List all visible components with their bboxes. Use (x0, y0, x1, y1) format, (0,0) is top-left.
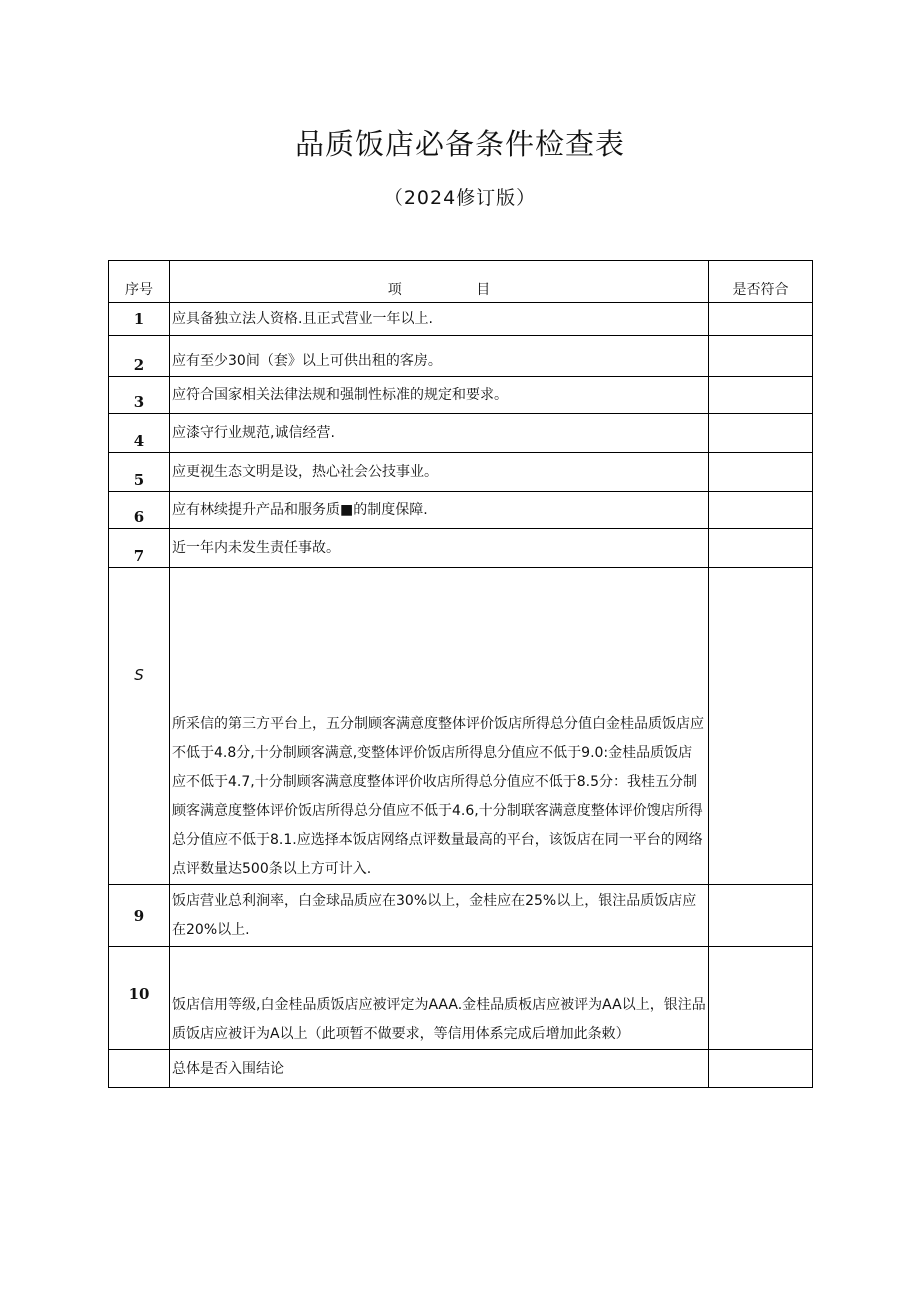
row-text: 应具备独立法人资格.且正式营业一年以上. (170, 303, 709, 336)
row-num: 4 (109, 414, 170, 453)
row-compliance-cell[interactable] (709, 568, 813, 885)
row-text: 应漆守行业规范,诚信经营. (170, 414, 709, 453)
row-compliance-cell[interactable] (709, 885, 813, 947)
row-compliance-cell[interactable] (709, 947, 813, 1050)
document-subtitle: （2024修订版） (383, 187, 537, 209)
header-num: 序号 (109, 261, 170, 303)
row-text: 应符合国家相关法律法规和强制性标准的规定和要求。 (170, 377, 709, 414)
table-header-row (109, 261, 813, 303)
row-num: 6 (109, 492, 170, 529)
document-title: 品质饭店必备条件检查表 (294, 127, 625, 161)
row-compliance-cell[interactable] (709, 303, 813, 336)
table-row (109, 568, 813, 885)
row-num: 3 (109, 377, 170, 414)
table-row (109, 885, 813, 947)
table-row (109, 529, 813, 568)
table-row (109, 492, 813, 529)
row-num (109, 1050, 170, 1088)
row-text: 饭店营业总利涧率，白金球品质应在30%以上，金桂应在25%以上，银注品质饭店应在20%以上. (170, 885, 709, 947)
row-compliance-cell[interactable] (709, 453, 813, 492)
row-text: 应更视生态文明是设，热心社会公技事业。 (170, 453, 709, 492)
row-compliance-cell[interactable] (709, 529, 813, 568)
row-num: 7 (109, 529, 170, 568)
row-num: 1 (109, 303, 170, 336)
header-item-label: 项 目 (387, 282, 491, 298)
row-num: S (109, 568, 170, 885)
table-row (109, 414, 813, 453)
header-item (170, 261, 709, 303)
row-text: 近一年内未发生责任事故。 (170, 529, 709, 568)
row-text: 应有至少30间（套》以上可供出租的客房。 (170, 336, 709, 377)
row-num: 5 (109, 453, 170, 492)
row-num: 9 (109, 885, 170, 947)
header-ok: 是否符合 (709, 261, 813, 303)
row-text: 应有林续提升产品和服务质■的制度保障. (170, 492, 709, 529)
checklist-table (108, 260, 813, 1088)
table-row (109, 377, 813, 414)
row-compliance-cell[interactable] (709, 1050, 813, 1088)
row-compliance-cell[interactable] (709, 377, 813, 414)
row-compliance-cell[interactable] (709, 492, 813, 529)
row-text: 所采信的第三方平台上，五分制顾客满意度整体评价饭店所得总分值白金桂品质饭店应不低于4.8分,十分制顾客满意,变整体评价饭店所得息分值应不低于9.0:金桂品质饭店应不低于4.7,十分制顾客满意度整体评价收店所得总分值应不低于8.5分：我桂五分制顾客满意度整体评价饭店所得总分值应不低于4.6,十分制联客满意度整体评价馊店所得总分值应不低于8.1.应选择本饭店网络点评数量最高的平台，该饭店在同一平台的网络点评数量达500条以上方可计入. (170, 568, 709, 885)
row-text: 总体是否入围结论 (170, 1050, 709, 1088)
table-row (109, 947, 813, 1050)
table-row (109, 336, 813, 377)
table-row (109, 1050, 813, 1088)
row-compliance-cell[interactable] (709, 336, 813, 377)
row-num: 10 (109, 947, 170, 1050)
table-row (109, 453, 813, 492)
table-row (109, 303, 813, 336)
row-text: 饭店信用等级,白金桂品质饭店应被评定为AAA.金桂品质板店应被评为AA以上，银注品质饭店应被讦为A以上（此项暂不做要求，等信用体系完成后增加此条敕） (170, 947, 709, 1050)
row-compliance-cell[interactable] (709, 414, 813, 453)
row-num: 2 (109, 336, 170, 377)
